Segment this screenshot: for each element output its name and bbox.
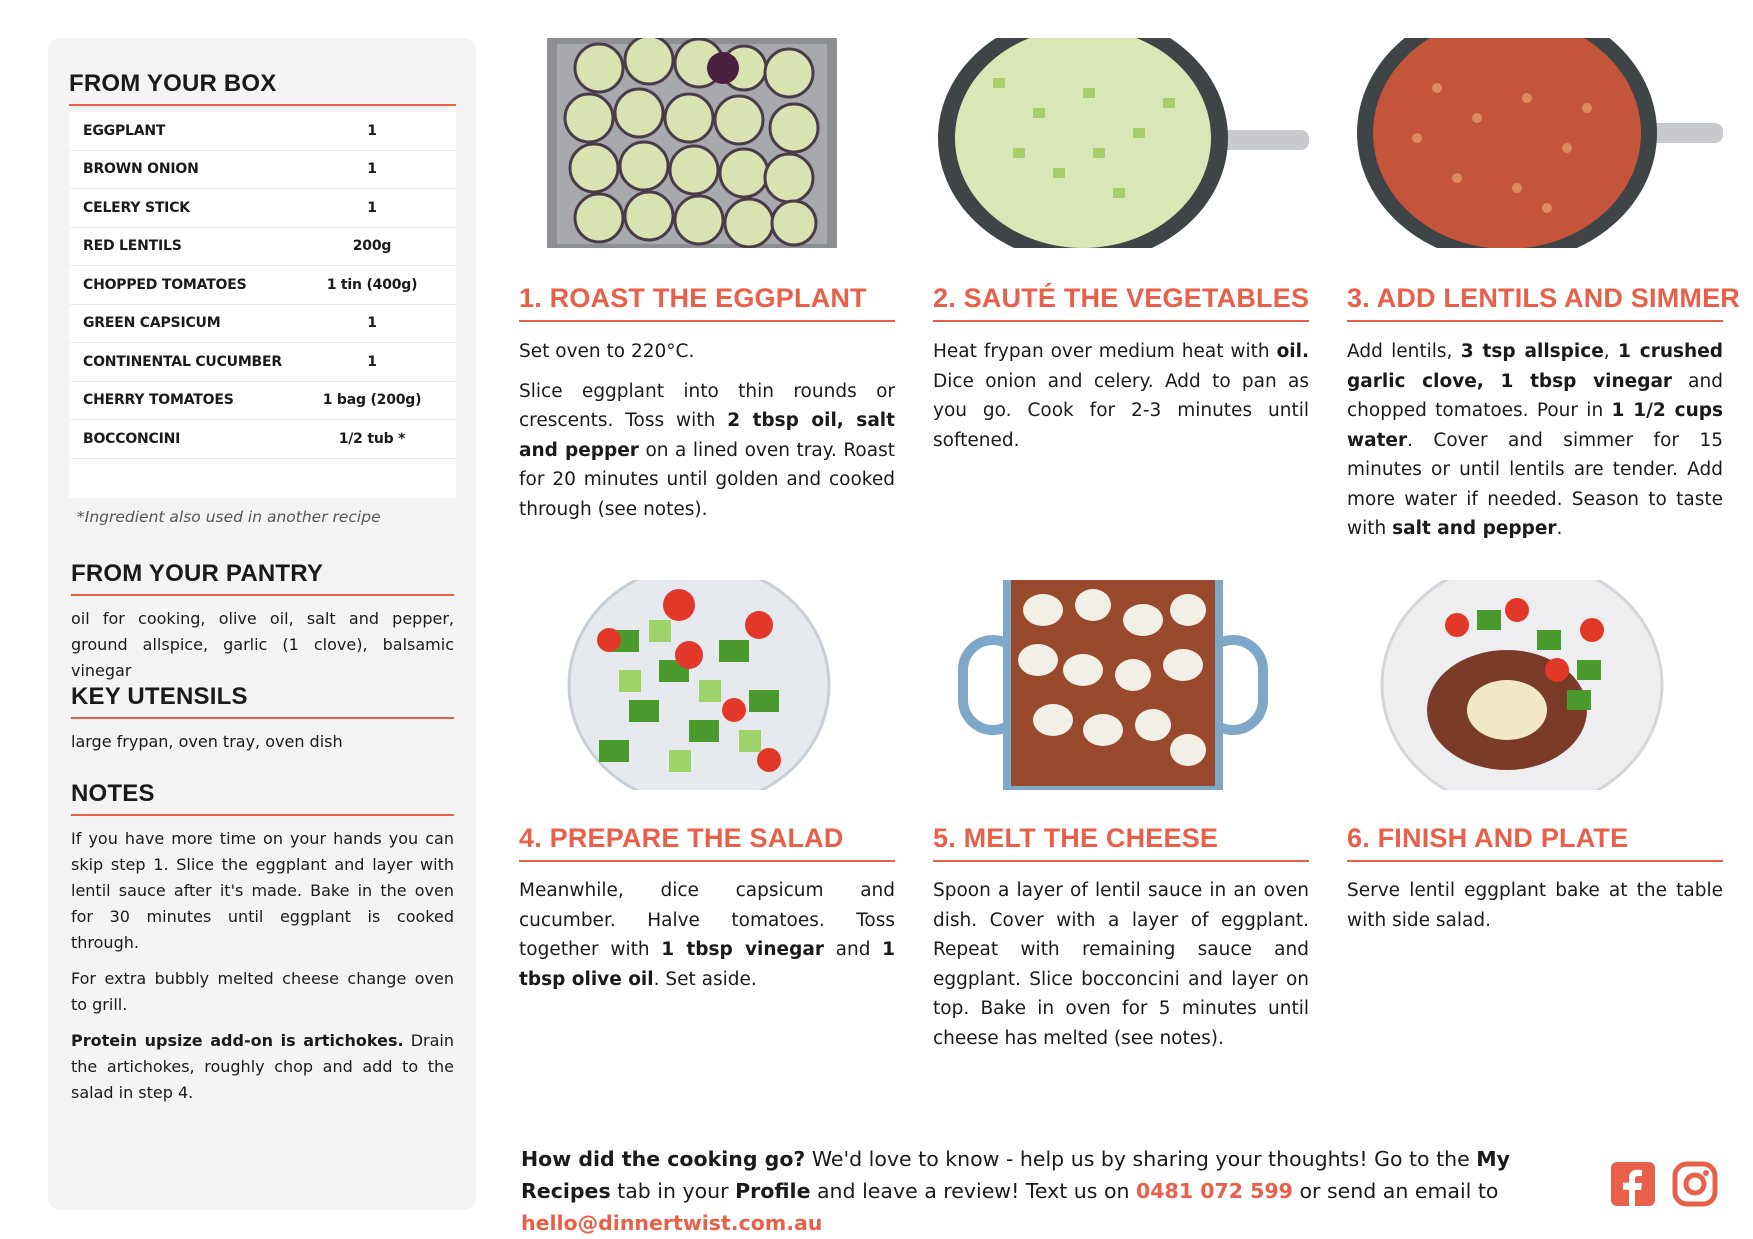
ingredient-note: *Ingredient also used in another recipe	[77, 508, 381, 526]
step-4-text	[519, 876, 895, 1004]
step-2-line	[933, 337, 1309, 455]
text-run: Add lentils,	[1347, 341, 1461, 362]
ingredient-name: EGGPLANT	[83, 122, 166, 139]
notes-paragraph: If you have more time on your hands you can skip step 1. Slice the eggplant and layer with lentil sauce after it's made. Bake in the oven for 30 minutes until eggplant is cooked through.	[71, 829, 454, 952]
text-bold: salt and pepper	[1392, 518, 1557, 539]
utensils-heading: KEY UTENSILS	[71, 683, 454, 719]
pantry-section	[71, 560, 454, 684]
step-1-title: 1. ROAST THE EGGPLANT	[519, 283, 895, 322]
step-2-title: 2. SAUTÉ THE VEGETABLES	[933, 283, 1309, 322]
text-bold: oil.	[1276, 341, 1309, 362]
step-1-line	[519, 377, 895, 525]
text-run: Slice eggplant into thin rounds or crescents. Toss with	[519, 380, 895, 431]
notes-bold: Protein upsize add-on is artichokes.	[71, 1031, 404, 1050]
ingredient-name: BROWN ONION	[83, 161, 199, 178]
text-run: Dice onion and celery. Add to pan as you go. Cook for 2-3 minutes until softened.	[933, 370, 1309, 451]
ingredient-qty: 1	[367, 353, 377, 370]
ingredients-table	[69, 112, 456, 498]
box-heading: FROM YOUR BOX	[69, 70, 456, 106]
ingredient-qty: 1	[367, 122, 377, 139]
ingredient-qty: 1	[367, 315, 377, 332]
text-run: ,	[1603, 341, 1618, 362]
phone-link[interactable]: 0481 072 599	[1136, 1179, 1293, 1203]
step-4-line	[519, 876, 895, 994]
sidebar	[48, 38, 476, 1210]
step-5-text	[933, 876, 1309, 1063]
step-1-text	[519, 337, 895, 534]
ingredient-name: CHERRY TOMATOES	[83, 392, 234, 409]
my-recipes-label: My Recipes	[521, 1147, 1511, 1203]
text-run: . Cover and simmer for 15 minutes or until lentils are tender. Add more water if needed. Season to taste with	[1347, 429, 1723, 539]
text-run: and	[823, 939, 883, 960]
step-6-text	[1347, 876, 1723, 945]
ingredient-name: BOCCONCINI	[83, 430, 181, 447]
text-run: We'd love to know - help us by sharing your thoughts! Go to the	[805, 1147, 1477, 1171]
ingredient-name: CHOPPED TOMATOES	[83, 276, 247, 293]
pantry-text: oil for cooking, olive oil, salt and pepper, ground allspice, garlic (1 clove), balsamic vinegar	[71, 609, 454, 680]
ingredient-row	[69, 266, 456, 305]
instagram-icon[interactable]	[1671, 1160, 1719, 1208]
utensils-section	[71, 683, 454, 755]
step-1-line: Set oven to 220°C.	[519, 341, 695, 362]
notes-text-rest: Drain the artichokes, roughly chop and add to the salad in step 4.	[71, 1031, 455, 1102]
text-run: Heat frypan over medium heat with	[933, 341, 1277, 362]
ingredient-row	[69, 305, 456, 344]
ingredient-qty: 1/2 tub *	[338, 430, 406, 447]
ingredient-qty: 1 tin (400g)	[326, 276, 418, 293]
step-5-title: 5. MELT THE CHEESE	[933, 823, 1309, 862]
step-3-title: 3. ADD LENTILS AND SIMMER	[1347, 283, 1723, 322]
ingredient-row	[69, 343, 456, 382]
text-run: on a lined oven tray. Roast for 20 minutes until golden and cooked through (see notes).	[519, 439, 895, 520]
step-4-image	[519, 580, 895, 790]
ingredient-qty: 200g	[352, 238, 392, 255]
ingredient-name: CELERY STICK	[83, 199, 190, 216]
text-run: .	[1556, 518, 1563, 539]
notes-heading: NOTES	[71, 780, 454, 816]
text-bold: 3 tsp allspice	[1460, 341, 1604, 362]
ingredient-name: GREEN CAPSICUM	[83, 315, 221, 332]
ingredient-name: CONTINENTAL CUCUMBER	[83, 353, 282, 370]
ingredient-qty: 1	[367, 161, 377, 178]
text-bold: 1 crushed garlic clove, 1 tbsp vinegar	[1347, 341, 1723, 392]
text-run: and chopped tomatoes. Pour in	[1347, 370, 1723, 421]
step-6-image	[1347, 580, 1723, 790]
utensils-text: large frypan, oven tray, oven dish	[71, 732, 343, 751]
ingredient-row	[69, 382, 456, 421]
facebook-icon[interactable]	[1609, 1160, 1657, 1208]
text-bold: 1 tbsp olive oil	[519, 939, 895, 990]
text-run: and leave a review! Text us on	[810, 1179, 1137, 1203]
ingredient-row	[69, 420, 456, 459]
profile-label: Profile	[735, 1179, 811, 1203]
step-1-image	[519, 38, 895, 248]
step-5-line: Spoon a layer of lentil sauce in an oven dish. Cover with a layer of eggplant. Repeat with remaining sauce and eggplant. Slice bocconcini and layer on top. Bake in oven for 5 minutes until cheese has melted (see notes).	[933, 880, 1309, 1049]
ingredient-row	[69, 151, 456, 190]
step-3-line	[1347, 337, 1723, 544]
text-bold: 1 tbsp vinegar	[661, 939, 824, 960]
ingredient-name: RED LENTILS	[83, 238, 182, 255]
text-run: . Set aside.	[653, 968, 757, 990]
text-run: tab in your	[610, 1179, 736, 1203]
ingredient-qty: 1 bag (200g)	[322, 392, 422, 409]
email-link[interactable]: hello@dinnertwist.com.au	[521, 1211, 823, 1235]
footer-question: How did the cooking go?	[521, 1147, 806, 1171]
step-3-image	[1347, 38, 1723, 248]
feedback-footer	[521, 1143, 1591, 1239]
step-2-image	[933, 38, 1309, 248]
text-run: Meanwhile, dice capsicum and cucumber. Halve tomatoes. Toss together with	[519, 880, 895, 960]
notes-paragraph: For extra bubbly melted cheese change oven to grill.	[71, 969, 454, 1014]
step-6-line: Serve lentil eggplant bake at the table with side salad.	[1347, 880, 1723, 931]
ingredient-row	[69, 112, 456, 151]
text-run: or send an email to	[1292, 1179, 1499, 1203]
step-2-text	[933, 337, 1309, 465]
step-5-image	[933, 580, 1309, 790]
text-bold: 1 1/2 cups water	[1347, 400, 1723, 451]
notes-section	[71, 780, 454, 1116]
ingredient-qty: 1	[367, 199, 377, 216]
step-3-text	[1347, 337, 1723, 554]
ingredient-row	[69, 228, 456, 267]
text-bold: 2 tbsp oil, salt and pepper	[519, 410, 895, 461]
step-6-title: 6. FINISH AND PLATE	[1347, 823, 1723, 862]
pantry-heading: FROM YOUR PANTRY	[71, 560, 454, 596]
ingredient-row	[69, 189, 456, 228]
notes-paragraph	[71, 1028, 454, 1106]
step-4-title: 4. PREPARE THE SALAD	[519, 823, 895, 862]
notes-text	[71, 826, 454, 1106]
